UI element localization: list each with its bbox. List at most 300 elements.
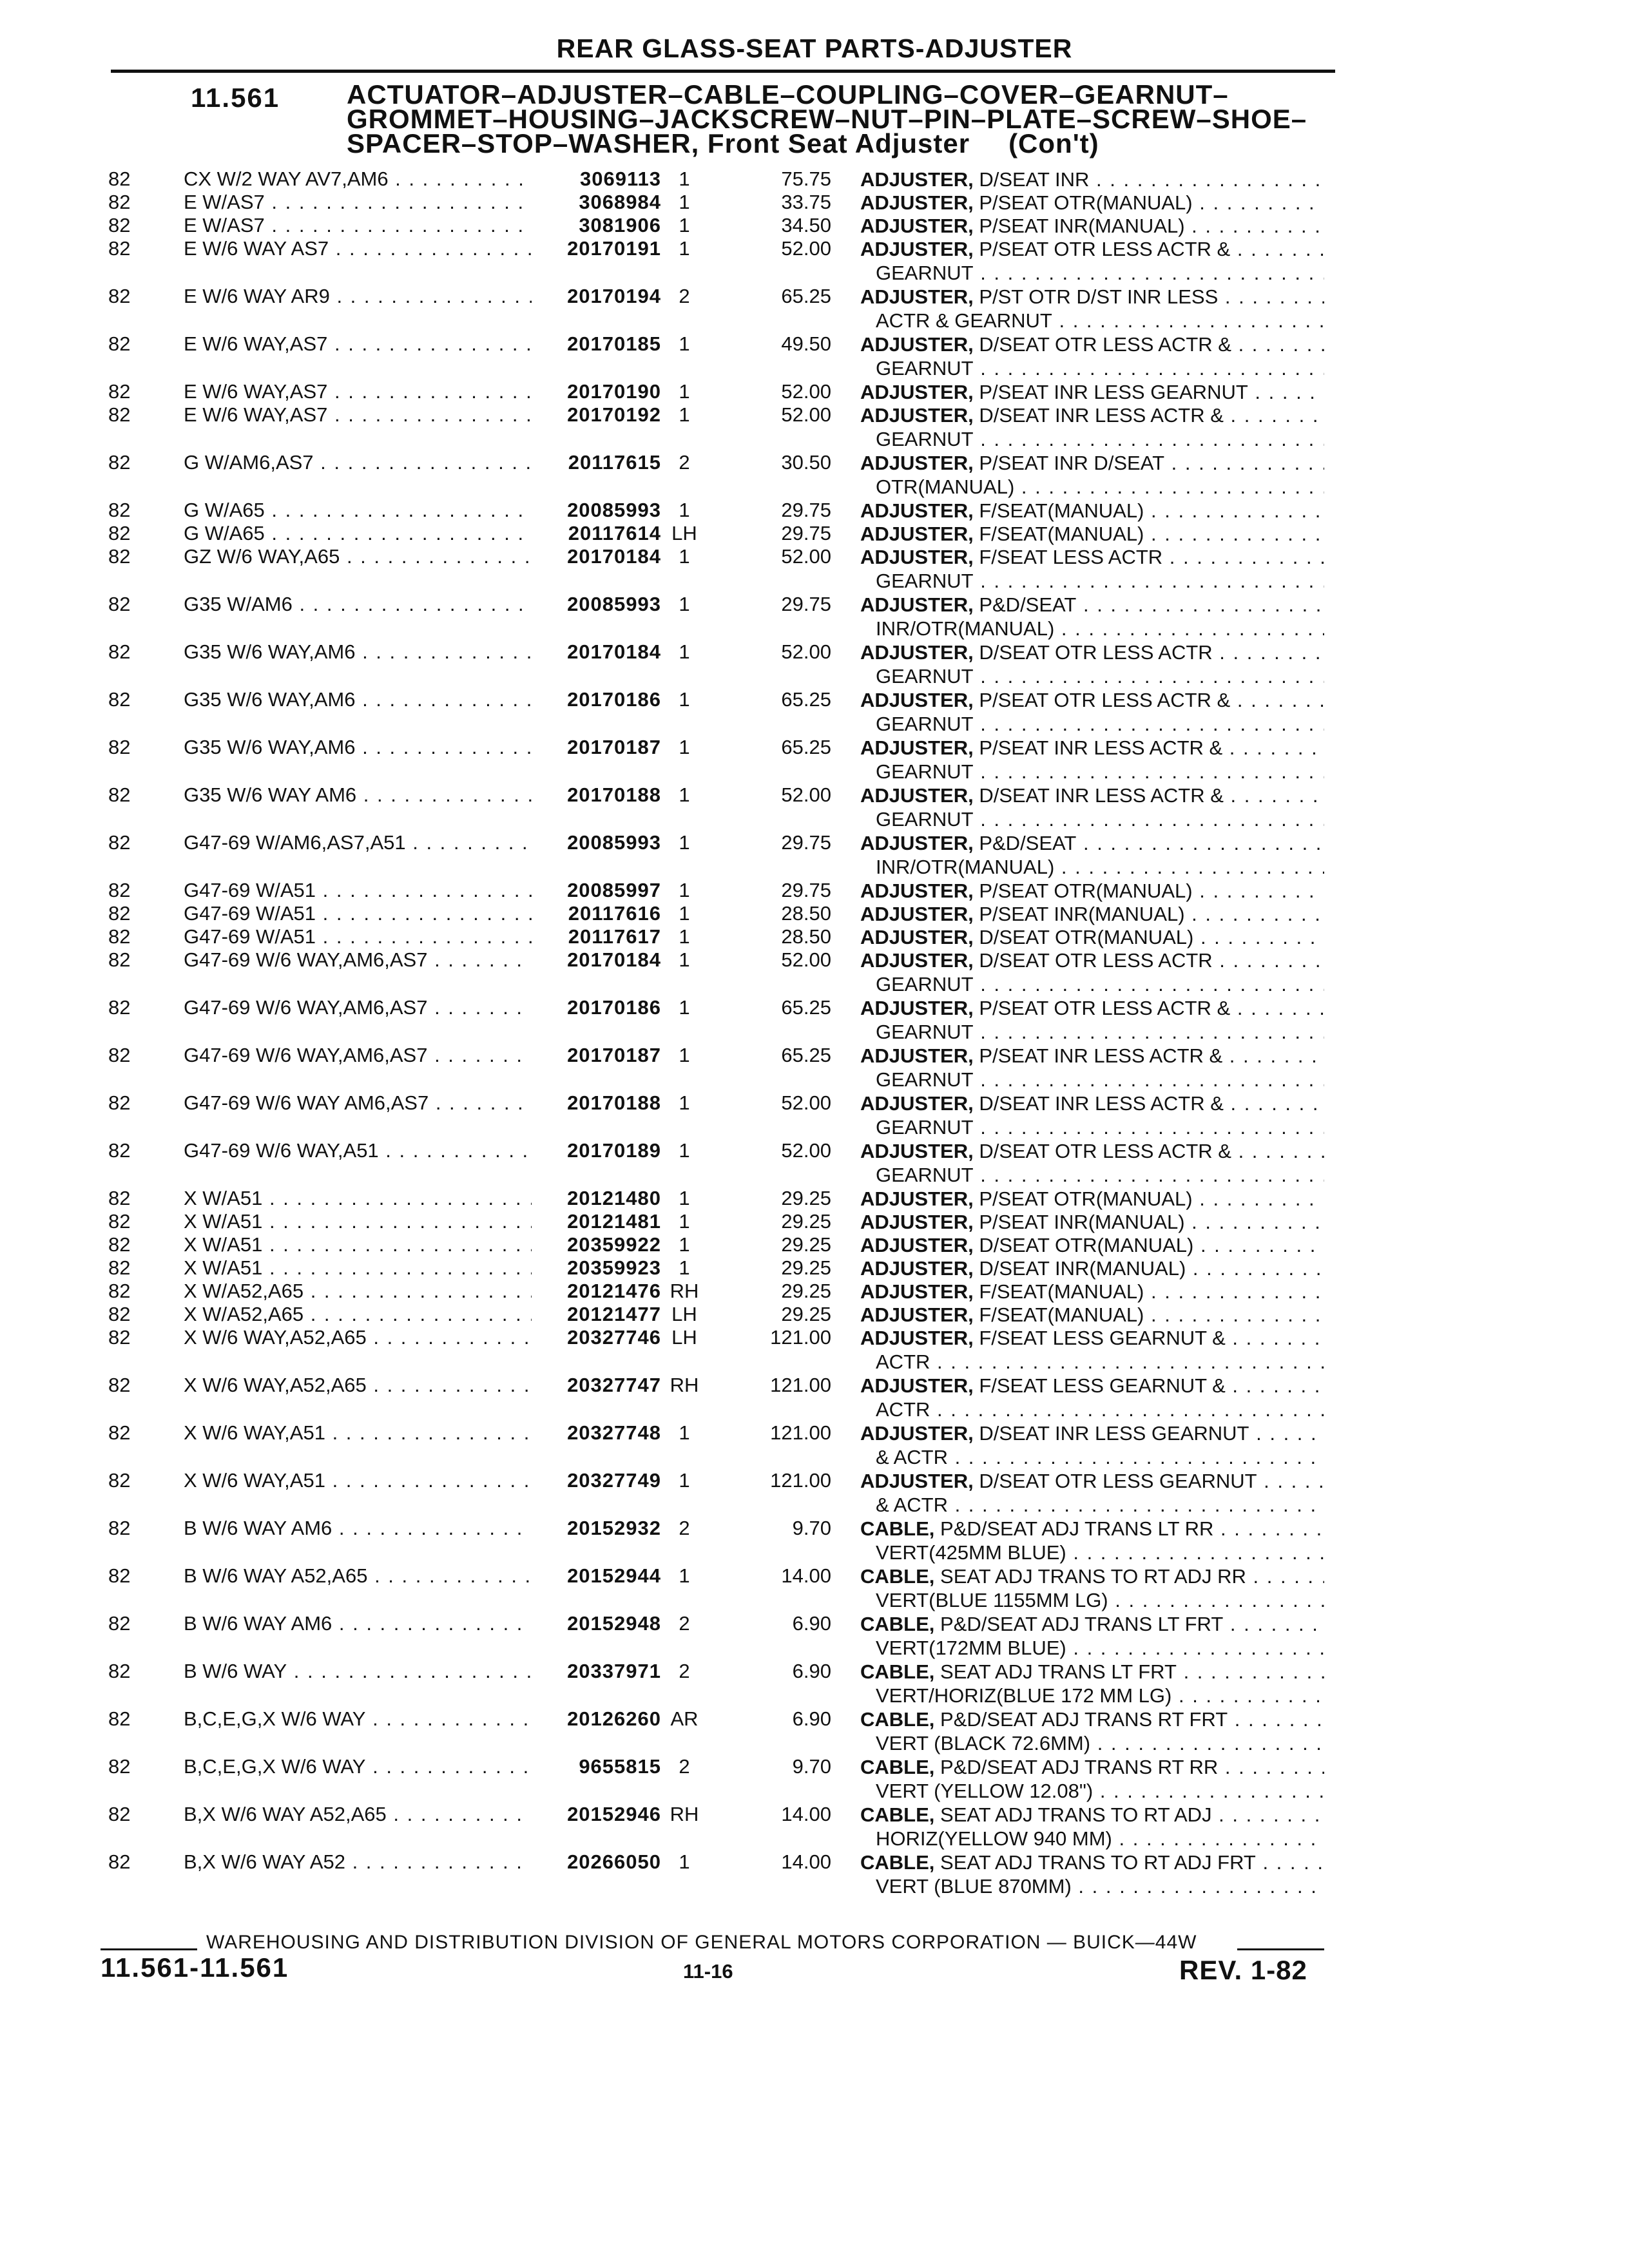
part-code: 82 <box>108 214 131 236</box>
part-description-text: GEARNUT <box>876 357 974 380</box>
part-name: ADJUSTER, <box>860 404 974 427</box>
part-application: B,C,E,G,X W/6 WAY . . . <box>184 1707 532 1731</box>
part-code: 82 <box>108 1187 131 1209</box>
part-quantity: 2 <box>679 285 690 307</box>
part-description-text: P&D/SEAT ADJ TRANS LT RR <box>940 1517 1214 1540</box>
part-row <box>0 214 1629 237</box>
part-number: 20085993 <box>567 831 661 854</box>
part-number: 20327746 <box>567 1326 661 1349</box>
part-description-text: D/SEAT OTR LESS ACTR <box>979 949 1213 972</box>
part-number: 20337971 <box>567 1660 661 1682</box>
part-name: ADJUSTER, <box>860 832 974 854</box>
part-description <box>860 1612 1324 1660</box>
part-description-line <box>860 237 1324 261</box>
part-description <box>860 403 1324 451</box>
part-description <box>860 948 1324 996</box>
part-code: 82 <box>108 1564 131 1587</box>
part-application: G35 W/6 WAY,AM6 . . . <box>184 688 532 711</box>
part-price: 29.25 <box>781 1280 831 1302</box>
part-description-line <box>860 545 1324 569</box>
part-number: 20121477 <box>567 1303 661 1325</box>
part-row <box>0 1707 1629 1755</box>
part-description-line <box>860 1091 1324 1115</box>
part-description <box>860 736 1324 783</box>
part-quantity: 1 <box>679 1044 690 1066</box>
part-code: 82 <box>108 1660 131 1682</box>
part-price: 29.75 <box>781 593 831 615</box>
part-description-text: D/SEAT INR(MANUAL) <box>979 1257 1186 1280</box>
part-quantity: 1 <box>679 214 690 236</box>
part-description <box>860 1374 1324 1421</box>
part-name: ADJUSTER, <box>860 879 974 902</box>
part-description-text: INR/OTR(MANUAL) <box>876 617 1055 640</box>
part-number: 20085993 <box>567 499 661 521</box>
part-code: 82 <box>108 1374 131 1396</box>
part-price: 30.50 <box>781 451 831 474</box>
part-description-text: P&D/SEAT ADJ TRANS LT FRT <box>940 1613 1224 1635</box>
footer-rule-left <box>101 1948 197 1950</box>
part-price: 75.75 <box>781 168 831 190</box>
part-description-text: & ACTR <box>876 1446 948 1468</box>
part-description-text: D/SEAT INR LESS ACTR & <box>979 404 1224 427</box>
part-number: 20170189 <box>567 1139 661 1162</box>
part-quantity: LH <box>671 1326 697 1349</box>
part-name: ADJUSTER, <box>860 523 974 545</box>
part-description <box>860 879 1324 903</box>
part-description-line <box>860 1210 1324 1234</box>
part-number: 3069113 <box>580 168 661 190</box>
part-price: 6.90 <box>792 1660 831 1682</box>
part-description-text: F/SEAT LESS ACTR <box>979 546 1163 568</box>
part-description-text: D/SEAT INR LESS ACTR & <box>979 784 1224 807</box>
part-description <box>860 332 1324 380</box>
part-code: 82 <box>108 1421 131 1444</box>
part-application: E W/AS7 . . . <box>184 214 532 237</box>
part-code: 82 <box>108 783 131 806</box>
part-description-text: D/SEAT OTR(MANUAL) <box>979 1234 1194 1256</box>
part-description-text: GEARNUT <box>876 760 974 783</box>
part-description <box>860 1210 1324 1234</box>
part-price: 52.00 <box>781 1139 831 1162</box>
part-code: 82 <box>108 902 131 925</box>
part-description-line <box>860 783 1324 807</box>
part-quantity: LH <box>671 1303 697 1325</box>
part-price: 52.00 <box>781 783 831 806</box>
part-number: 20152944 <box>567 1564 661 1587</box>
part-name: ADJUSTER, <box>860 333 974 356</box>
part-description-text: VERT(172MM BLUE) <box>876 1637 1066 1659</box>
part-price: 52.00 <box>781 403 831 426</box>
part-description-text: VERT (BLUE 870MM) <box>876 1875 1072 1898</box>
part-name: ADJUSTER, <box>860 1187 974 1210</box>
part-description-line <box>860 1779 1324 1803</box>
part-number: 20170190 <box>567 380 661 403</box>
part-description-text: P/SEAT OTR(MANUAL) <box>979 191 1193 214</box>
part-row <box>0 545 1629 593</box>
part-number: 20121476 <box>567 1280 661 1302</box>
part-code: 82 <box>108 380 131 403</box>
part-description <box>860 380 1324 404</box>
parts-list <box>0 168 1629 1898</box>
part-description-line <box>860 807 1324 831</box>
part-description-line <box>860 879 1324 903</box>
part-number: 20117617 <box>568 925 661 948</box>
part-description-line <box>860 640 1324 664</box>
part-row <box>0 1517 1629 1564</box>
part-description <box>860 191 1324 215</box>
part-application: B,X W/6 WAY A52 . . . <box>184 1850 532 1874</box>
part-application: G W/A65 . . . <box>184 499 532 522</box>
part-description-text: GEARNUT <box>876 262 974 284</box>
part-description-line <box>860 569 1324 593</box>
part-row <box>0 1660 1629 1707</box>
part-code: 82 <box>108 1233 131 1256</box>
part-number: 20152932 <box>567 1517 661 1539</box>
part-number: 20170186 <box>567 996 661 1019</box>
part-description-line <box>860 403 1324 427</box>
part-description-line <box>860 1517 1324 1541</box>
part-price: 52.00 <box>781 380 831 403</box>
part-name: ADJUSTER, <box>860 1374 974 1397</box>
part-description <box>860 1469 1324 1517</box>
part-description-line <box>860 1044 1324 1068</box>
part-application: G47-69 W/6 WAY,A51 . . . <box>184 1139 532 1162</box>
part-code: 82 <box>108 1256 131 1279</box>
part-description-text: P/SEAT INR LESS ACTR & <box>979 736 1223 759</box>
footer-rule-right <box>1237 1948 1324 1950</box>
part-number: 20170185 <box>567 332 661 355</box>
part-application: G W/AM6,AS7 . . . <box>184 451 532 474</box>
part-description-line <box>860 972 1324 996</box>
part-description-text: SEAT ADJ TRANS LT FRT <box>940 1660 1177 1683</box>
part-description-line <box>860 855 1324 879</box>
part-row <box>0 783 1629 831</box>
part-description <box>860 1850 1324 1898</box>
part-price: 29.75 <box>781 879 831 901</box>
part-row <box>0 1044 1629 1091</box>
part-price: 65.25 <box>781 1044 831 1066</box>
part-quantity: 2 <box>679 1660 690 1682</box>
part-price: 65.25 <box>781 996 831 1019</box>
part-price: 52.00 <box>781 237 831 260</box>
part-row <box>0 879 1629 902</box>
part-application: E W/6 WAY,AS7 . . . <box>184 403 532 427</box>
part-number: 20170187 <box>567 736 661 758</box>
part-description-line <box>860 1303 1324 1327</box>
part-description-line <box>860 1541 1324 1564</box>
part-description <box>860 996 1324 1044</box>
part-description-text: VERT (BLACK 72.6MM) <box>876 1732 1091 1754</box>
part-description-text: GEARNUT <box>876 570 974 592</box>
part-description-text: VERT/HORIZ(BLUE 172 MM LG) <box>876 1684 1172 1707</box>
section-title-line-1: ACTUATOR–ADJUSTER–CABLE–COUPLING–COVER–GEARNUT– <box>347 79 1229 110</box>
part-number: 20170186 <box>567 688 661 711</box>
part-number: 20327749 <box>567 1469 661 1492</box>
part-quantity: 1 <box>679 403 690 426</box>
part-description-text: P&D/SEAT <box>979 832 1077 854</box>
part-name: ADJUSTER, <box>860 641 974 664</box>
part-description-line <box>860 617 1324 640</box>
part-description-line <box>860 1233 1324 1257</box>
part-description <box>860 1564 1324 1612</box>
part-code: 82 <box>108 1469 131 1492</box>
part-application: X W/A51 . . . <box>184 1233 532 1256</box>
part-number: 20117616 <box>568 902 661 925</box>
part-name: ADJUSTER, <box>860 1044 974 1067</box>
part-application: G47-69 W/A51 . . . <box>184 902 532 925</box>
part-code: 82 <box>108 925 131 948</box>
part-description-line <box>860 1068 1324 1091</box>
part-application: X W/A51 . . . <box>184 1256 532 1280</box>
part-row <box>0 1233 1629 1256</box>
part-description <box>860 1187 1324 1211</box>
part-application: G47-69 W/A51 . . . <box>184 879 532 902</box>
part-description-line <box>860 736 1324 760</box>
part-row <box>0 499 1629 522</box>
part-quantity: 2 <box>679 1612 690 1635</box>
part-number: 20152948 <box>567 1612 661 1635</box>
part-name: ADJUSTER, <box>860 215 974 237</box>
part-name: ADJUSTER, <box>860 593 974 616</box>
part-description-line <box>860 261 1324 285</box>
part-name: ADJUSTER, <box>860 903 974 925</box>
part-description-text: P&D/SEAT <box>979 593 1077 616</box>
part-application: B,X W/6 WAY A52,A65 . . . <box>184 1803 532 1826</box>
part-number: 20152946 <box>567 1803 661 1825</box>
part-description-text: ACTR <box>876 1398 930 1421</box>
part-description-text: F/SEAT(MANUAL) <box>979 1303 1144 1326</box>
part-description-text: INR/OTR(MANUAL) <box>876 856 1055 878</box>
part-description-text: D/SEAT OTR LESS ACTR & <box>979 333 1231 356</box>
part-description-line <box>860 1421 1324 1445</box>
part-application: G47-69 W/A51 . . . <box>184 925 532 948</box>
part-code: 82 <box>108 1612 131 1635</box>
header-rule <box>111 70 1335 73</box>
part-description <box>860 1280 1324 1303</box>
part-name: CABLE, <box>860 1756 935 1778</box>
part-name: CABLE, <box>860 1613 935 1635</box>
part-quantity: RH <box>670 1803 699 1825</box>
part-name: ADJUSTER, <box>860 784 974 807</box>
part-description-text: ACTR & GEARNUT <box>876 309 1052 332</box>
footer-section-range: 11.561-11.561 <box>101 1952 289 1983</box>
part-application: X W/6 WAY,A52,A65 . . . <box>184 1326 532 1349</box>
part-quantity: 2 <box>679 451 690 474</box>
part-description-text: ACTR <box>876 1350 930 1373</box>
part-row <box>0 191 1629 214</box>
part-name: ADJUSTER, <box>860 926 974 948</box>
part-quantity: 1 <box>679 1469 690 1492</box>
part-code: 82 <box>108 1850 131 1873</box>
part-description-line <box>860 1612 1324 1636</box>
part-application: B W/6 WAY AM6 . . . <box>184 1517 532 1540</box>
part-quantity: 1 <box>679 831 690 854</box>
part-description-text: VERT(425MM BLUE) <box>876 1541 1066 1564</box>
part-quantity: 1 <box>679 1421 690 1444</box>
part-quantity: RH <box>670 1280 699 1302</box>
part-quantity: 1 <box>679 1256 690 1279</box>
part-name: ADJUSTER, <box>860 1257 974 1280</box>
part-description-text: OTR(MANUAL) <box>876 476 1015 498</box>
part-description <box>860 831 1324 879</box>
part-description-line <box>860 688 1324 712</box>
part-name: ADJUSTER, <box>860 1470 974 1492</box>
part-description-text: F/SEAT(MANUAL) <box>979 523 1144 545</box>
part-description <box>860 688 1324 736</box>
part-description <box>860 545 1324 593</box>
footer-revision: REV. 1-82 <box>1179 1955 1307 1985</box>
part-price: 65.25 <box>781 285 831 307</box>
part-name: ADJUSTER, <box>860 1234 974 1256</box>
part-number: 20170184 <box>567 640 661 663</box>
part-row <box>0 168 1629 191</box>
part-row <box>0 831 1629 879</box>
part-row <box>0 1469 1629 1517</box>
part-quantity: 1 <box>679 1091 690 1114</box>
part-description-line <box>860 285 1324 309</box>
part-description-line <box>860 309 1324 332</box>
part-name: ADJUSTER, <box>860 285 974 308</box>
part-description <box>860 1233 1324 1257</box>
part-description-line <box>860 760 1324 783</box>
part-description-text: F/SEAT LESS GEARNUT & <box>979 1327 1226 1349</box>
part-code: 82 <box>108 332 131 355</box>
part-quantity: 1 <box>679 1139 690 1162</box>
part-name: CABLE, <box>860 1565 935 1588</box>
part-name: ADJUSTER, <box>860 1422 974 1445</box>
part-number: 20117615 <box>568 451 661 474</box>
part-number: 20170191 <box>567 237 661 260</box>
part-row <box>0 403 1629 451</box>
part-code: 82 <box>108 1517 131 1539</box>
part-row <box>0 902 1629 925</box>
part-code: 82 <box>108 1280 131 1302</box>
part-row <box>0 1256 1629 1280</box>
part-description <box>860 1755 1324 1803</box>
part-price: 52.00 <box>781 1091 831 1114</box>
part-code: 82 <box>108 1091 131 1114</box>
part-row <box>0 332 1629 380</box>
part-code: 82 <box>108 688 131 711</box>
part-row <box>0 925 1629 948</box>
part-description-text: SEAT ADJ TRANS TO RT ADJ <box>940 1803 1212 1826</box>
part-description-text: P/SEAT OTR LESS ACTR & <box>979 997 1231 1019</box>
part-price: 29.75 <box>781 831 831 854</box>
part-code: 82 <box>108 522 131 544</box>
part-number: 20170187 <box>567 1044 661 1066</box>
part-application: E W/6 WAY AR9 . . . <box>184 285 532 308</box>
part-code: 82 <box>108 1707 131 1730</box>
part-application: G47-69 W/6 WAY AM6,AS7 . . . <box>184 1091 532 1115</box>
part-application: E W/6 WAY,AS7 . . . <box>184 332 532 356</box>
part-description-text: GEARNUT <box>876 1116 974 1139</box>
part-name: CABLE, <box>860 1517 935 1540</box>
part-description-line <box>860 1350 1324 1374</box>
part-description-line <box>860 1187 1324 1211</box>
part-description-line <box>860 1469 1324 1493</box>
part-description-line <box>860 996 1324 1020</box>
part-number: 20085993 <box>567 593 661 615</box>
part-description <box>860 285 1324 332</box>
section-title-line-2: GROMMET–HOUSING–JACKSCREW–NUT–PIN–PLATE–SCREW–SHOE– <box>347 104 1307 134</box>
part-name: ADJUSTER, <box>860 1303 974 1326</box>
part-price: 14.00 <box>781 1850 831 1873</box>
part-quantity: 1 <box>679 925 690 948</box>
part-row <box>0 593 1629 640</box>
part-number: 20170184 <box>567 948 661 971</box>
part-price: 33.75 <box>781 191 831 213</box>
part-quantity: AR <box>670 1707 699 1730</box>
part-price: 34.50 <box>781 214 831 236</box>
part-description <box>860 1707 1324 1755</box>
part-quantity: 1 <box>679 499 690 521</box>
part-description-text: P/ST OTR D/ST INR LESS <box>979 285 1219 308</box>
part-description-text: P&D/SEAT ADJ TRANS RT RR <box>940 1756 1219 1778</box>
part-row <box>0 1326 1629 1374</box>
part-row <box>0 451 1629 499</box>
part-code: 82 <box>108 1755 131 1778</box>
part-number: 20327747 <box>567 1374 661 1396</box>
part-row <box>0 522 1629 545</box>
part-name: ADJUSTER, <box>860 1280 974 1303</box>
part-description <box>860 1303 1324 1327</box>
part-price: 52.00 <box>781 948 831 971</box>
part-description-text: F/SEAT LESS GEARNUT & <box>979 1374 1226 1397</box>
part-description-line <box>860 831 1324 855</box>
part-description-line <box>860 1139 1324 1163</box>
part-price: 29.25 <box>781 1256 831 1279</box>
part-code: 82 <box>108 1803 131 1825</box>
part-number: 20170194 <box>567 285 661 307</box>
part-price: 29.25 <box>781 1210 831 1233</box>
part-description-text: P/SEAT INR(MANUAL) <box>979 215 1185 237</box>
part-name: CABLE, <box>860 1803 935 1826</box>
part-description-line <box>860 1398 1324 1421</box>
part-code: 82 <box>108 499 131 521</box>
part-price: 29.75 <box>781 499 831 521</box>
part-description <box>860 1139 1324 1187</box>
part-application: G47-69 W/6 WAY,AM6,AS7 . . . <box>184 948 532 972</box>
part-application: E W/6 WAY,AS7 . . . <box>184 380 532 403</box>
part-name: ADJUSTER, <box>860 452 974 474</box>
part-code: 82 <box>108 545 131 568</box>
part-row <box>0 285 1629 332</box>
part-quantity: 1 <box>679 783 690 806</box>
part-name: ADJUSTER, <box>860 736 974 759</box>
part-application: X W/A52,A65 . . . <box>184 1303 532 1326</box>
part-price: 121.00 <box>770 1326 831 1349</box>
part-description-line <box>860 214 1324 238</box>
part-quantity: 1 <box>679 593 690 615</box>
part-quantity: 1 <box>679 1850 690 1873</box>
part-price: 65.25 <box>781 736 831 758</box>
part-description <box>860 451 1324 499</box>
part-number: 20121480 <box>567 1187 661 1209</box>
part-quantity: 1 <box>679 640 690 663</box>
part-description <box>860 1660 1324 1707</box>
part-description-text: SEAT ADJ TRANS TO RT ADJ FRT <box>940 1851 1256 1874</box>
part-description-line <box>860 1707 1324 1731</box>
part-row <box>0 1091 1629 1139</box>
part-description-line <box>860 1660 1324 1684</box>
part-description <box>860 1044 1324 1091</box>
part-row <box>0 1210 1629 1233</box>
part-price: 9.70 <box>792 1755 831 1778</box>
part-description-line <box>860 356 1324 380</box>
part-description-line <box>860 1280 1324 1303</box>
part-description <box>860 1517 1324 1564</box>
part-code: 82 <box>108 736 131 758</box>
